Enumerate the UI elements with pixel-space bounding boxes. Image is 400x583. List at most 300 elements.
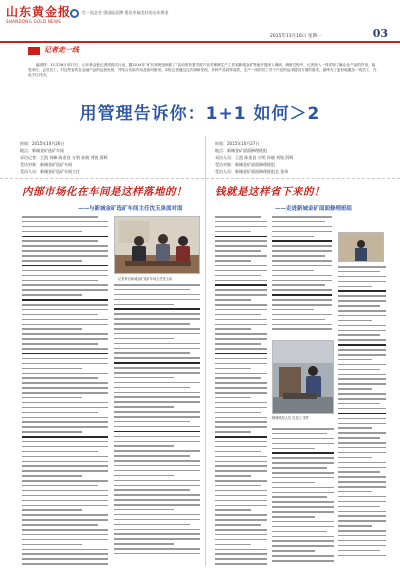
body-text-line [114, 382, 200, 384]
body-text-line [272, 299, 332, 301]
body-text-line [22, 363, 108, 365]
body-text-line [215, 465, 267, 467]
page-number: 03 [372, 27, 388, 40]
body-text-line [215, 333, 267, 335]
body-text-line [215, 426, 267, 428]
body-text-line [22, 382, 108, 384]
body-text-line [272, 319, 325, 321]
body-text-line [215, 304, 267, 306]
body-text-line [114, 480, 200, 482]
body-text-line [338, 457, 372, 459]
body-text-line [215, 402, 267, 404]
body-text-line [114, 289, 190, 291]
workshop-photo [272, 340, 334, 414]
body-text-line [215, 265, 267, 267]
body-text-line [338, 300, 386, 302]
body-text-line [215, 284, 267, 286]
body-text-line [22, 456, 108, 458]
body-text-line [114, 485, 200, 487]
body-text-line [215, 461, 267, 463]
body-text-line [338, 290, 386, 292]
body-text-line [114, 489, 190, 491]
body-text-line [22, 461, 108, 463]
body-text-line [338, 530, 386, 532]
body-text-line [215, 534, 267, 536]
body-text-line [338, 315, 386, 317]
body-text-line [272, 226, 332, 228]
body-text-line [338, 398, 386, 400]
body-text-line [272, 472, 334, 474]
body-text-line [215, 387, 267, 389]
body-text-line [338, 383, 386, 385]
body-text-line [215, 245, 267, 247]
workshop-photo-graphic [273, 341, 334, 414]
body-text-line [215, 436, 267, 438]
body-text-line [114, 455, 190, 457]
body-text-line [22, 402, 108, 404]
body-text-line [114, 328, 200, 330]
body-text-line [338, 481, 386, 483]
body-text-line [338, 525, 372, 527]
body-text-line [215, 280, 267, 282]
body-text-line [272, 328, 332, 330]
body-text-line [114, 377, 174, 379]
body-text-line [215, 240, 267, 242]
body-text-line [272, 452, 334, 454]
body-text-line [215, 216, 261, 218]
body-text-line [338, 369, 380, 371]
body-text-line [215, 549, 267, 551]
body-text-line [114, 538, 200, 540]
body-text-line [22, 338, 108, 340]
body-text-line [215, 392, 267, 394]
body-text-line [215, 294, 267, 296]
body-text-line [22, 245, 108, 247]
body-text-line [272, 492, 334, 494]
body-text-line [114, 426, 200, 428]
body-text-line [215, 236, 267, 238]
body-text-line [22, 314, 98, 316]
body-text-line [338, 266, 386, 268]
body-text-line [338, 378, 386, 380]
body-text-line [272, 496, 327, 498]
body-text-line [338, 295, 386, 297]
body-text-line [22, 304, 108, 306]
body-text-line [22, 470, 108, 472]
body-text-line [22, 534, 108, 536]
left-section-subtitle: ——与新城金矿选矿车间主任沈玉泉面对面 [78, 206, 183, 212]
body-text-line [215, 485, 261, 487]
right-article-column-b-lower [272, 428, 334, 566]
body-text-line [114, 308, 200, 310]
body-text-line [22, 412, 98, 414]
body-text-line [272, 448, 315, 450]
body-text-line [114, 548, 200, 550]
interview-info-left [20, 140, 200, 175]
body-text-line [22, 392, 108, 394]
body-text-line [215, 363, 267, 365]
newspaper-logo: 山东黄金报 [6, 5, 72, 19]
info-line: 采访记者：王凯 刘峰 陈金良 万明 孙晓 刘锐 薛辉 [20, 155, 108, 160]
body-text-line [114, 436, 200, 438]
body-text-line [114, 401, 200, 403]
body-text-line [215, 377, 261, 379]
body-text-line [215, 275, 261, 277]
body-text-line [338, 535, 386, 537]
body-text-line [272, 545, 334, 547]
body-text-line [338, 339, 386, 341]
body-text-line [272, 309, 314, 311]
body-text-line [215, 270, 267, 272]
body-text-line [22, 426, 108, 428]
body-text-line [272, 240, 332, 242]
body-text-line [272, 467, 327, 469]
info-line: 受访对象：新城金矿面面修理班组 [215, 162, 275, 167]
body-text-line [272, 516, 315, 518]
body-text-line [22, 553, 108, 555]
body-text-line [215, 505, 267, 507]
masthead [0, 0, 400, 38]
body-text-line [338, 286, 372, 288]
body-text-line [215, 509, 251, 511]
body-text-line [22, 373, 108, 375]
body-text-line [338, 506, 380, 508]
body-text-line [338, 359, 372, 361]
body-text-line [215, 324, 267, 326]
body-text-line [22, 275, 108, 277]
body-text-line [22, 475, 82, 477]
body-text-line [272, 231, 332, 233]
body-text-line [338, 403, 380, 405]
body-text-line [338, 330, 386, 332]
body-text-line [215, 338, 267, 340]
info-line: 采访人员：王凯 陈金良 万明 孙晓 刘锐 薛辉 [215, 155, 294, 160]
body-text-line [338, 423, 386, 425]
body-text-line [338, 364, 386, 366]
body-text-line [338, 476, 386, 478]
info-line: 地点：新城金矿选矿车间 [20, 148, 64, 153]
body-text-line [22, 289, 108, 291]
body-text-line [22, 260, 82, 262]
body-text-line [215, 544, 251, 546]
body-text-line [215, 431, 251, 433]
body-text-line [215, 490, 267, 492]
tagline: 打一流企业 创国际品牌 建设幸福美好的山东黄金 [82, 10, 169, 15]
body-text-line [22, 485, 98, 487]
body-text-line [272, 511, 334, 513]
body-text-line [114, 543, 174, 545]
body-text-line [215, 348, 267, 350]
body-text-line [114, 494, 200, 496]
body-text-line [338, 388, 372, 390]
body-text-line [114, 338, 174, 340]
left-article-column-a [22, 216, 108, 566]
left-article-column-b [114, 284, 200, 566]
body-text-line [215, 475, 251, 477]
column-label: 记者走一线 [44, 45, 79, 54]
side-photo-graphic [339, 233, 384, 262]
body-text-line [338, 276, 386, 278]
interview-info-right [215, 140, 395, 175]
body-text-line [22, 240, 98, 242]
body-text-line [338, 545, 386, 547]
body-text-line [22, 446, 108, 448]
body-text-line [338, 447, 386, 449]
body-text-line [338, 325, 386, 327]
body-text-line [272, 555, 334, 557]
body-text-line [22, 270, 108, 272]
body-text-line [215, 250, 261, 252]
body-text-line [272, 462, 334, 464]
body-text-line [272, 255, 325, 257]
body-text-line [215, 373, 267, 375]
right-article-column-b-upper [272, 216, 332, 336]
body-text-line [272, 260, 332, 262]
body-text-line [215, 417, 267, 419]
info-line: 时间：2015年10月27日 [215, 141, 260, 146]
body-text-line [338, 334, 380, 336]
body-text-line [114, 509, 174, 511]
body-text-line [272, 294, 332, 296]
body-text-line [114, 352, 190, 354]
column-badge-icon [28, 47, 40, 55]
body-text-line [22, 529, 108, 531]
body-text-line [22, 441, 108, 443]
body-text-line [272, 304, 332, 306]
body-text-line [22, 490, 108, 492]
body-text-line [22, 500, 108, 502]
body-text-line [114, 499, 200, 501]
body-text-line [22, 328, 82, 330]
body-text-line [22, 280, 98, 282]
body-text-line [114, 524, 190, 526]
body-text-line [114, 450, 200, 452]
right-section-subtitle: ——走进新城金矿面面修理班组 [275, 206, 353, 212]
body-text-line [272, 433, 327, 435]
body-text-line [215, 289, 267, 291]
body-text-line [22, 255, 108, 257]
body-text-line [215, 397, 251, 399]
body-text-line [22, 417, 108, 419]
body-text-line [338, 520, 386, 522]
body-text-line [272, 501, 334, 503]
body-text-line [215, 514, 267, 516]
body-text-line [22, 231, 82, 233]
body-text-line [338, 496, 386, 498]
info-line: 时间：2015年10月26日 [20, 141, 65, 146]
body-text-line [114, 519, 200, 521]
body-text-line [215, 221, 267, 223]
body-text-line [114, 514, 200, 516]
body-text-line [114, 406, 174, 408]
body-text-line [22, 236, 108, 238]
body-text-line [114, 504, 200, 506]
body-text-line [215, 407, 267, 409]
body-text-line [114, 533, 200, 535]
brand-ring-icon [70, 9, 79, 18]
body-text-line [114, 445, 174, 447]
editor-note: 编者按：11月26日至27日，山东黄金报记者团再次行动，随2014年“矿长到班组调度了”活动的有着手推产品对保障生产工作到新城金矿等地开展深入调研，调研过程中，记者深入一线详细了解企业产品的作用，接受采访，会员员工。对这些宣传在金融产品的运营优势，并结合实际介绍及如何使用。本报记者通过这次调研发现，多种产品同样高效，生产一线的员工对于产品的运用情况方面的需求，最终为了更好地服务一线员工，在此予以刊出。 [28, 63, 377, 78]
body-text-line [114, 294, 200, 296]
body-text-line [215, 319, 267, 321]
body-text-line [22, 480, 108, 482]
body-text-line [114, 465, 200, 467]
body-text-line [22, 407, 108, 409]
body-text-line [272, 560, 334, 562]
body-text-line [114, 372, 200, 374]
body-text-line [215, 343, 261, 345]
body-text-line [338, 437, 380, 439]
body-text-line [338, 413, 386, 415]
newspaper-logo-subtitle: SHANDONG GOLD NEWS [6, 19, 62, 24]
body-text-line [338, 491, 372, 493]
body-text-line [22, 451, 98, 453]
body-text-line [22, 397, 82, 399]
right-section-title: 钱就是这样省下来的！ [215, 186, 325, 198]
body-text-line [338, 374, 386, 376]
body-text-line [338, 471, 380, 473]
body-text-line [338, 418, 386, 420]
body-text-line [114, 304, 174, 306]
body-text-line [22, 514, 108, 516]
body-text-line [22, 495, 108, 497]
interview-photo-graphic [115, 217, 200, 274]
body-text-line [22, 309, 108, 311]
body-text-line [22, 226, 108, 228]
body-text-line [22, 250, 108, 252]
body-text-line [215, 226, 267, 228]
body-text-line [22, 221, 108, 223]
body-text-line [272, 482, 315, 484]
body-text-line [215, 299, 251, 301]
body-text-line [114, 348, 200, 350]
body-text-line [338, 310, 386, 312]
body-text-line [114, 416, 200, 418]
body-text-line [272, 284, 325, 286]
interview-photo [114, 216, 200, 274]
info-line: 地点：新城金矿面面修理班组 [215, 148, 267, 153]
body-text-line [338, 555, 386, 557]
body-text-line [22, 299, 108, 301]
body-text-line [338, 486, 386, 488]
body-text-line [114, 367, 200, 369]
body-text-line [272, 216, 332, 218]
body-text-line [114, 470, 200, 472]
body-text-line [114, 460, 200, 462]
body-text-line [22, 343, 98, 345]
body-text-line [272, 506, 334, 508]
body-text-line [22, 558, 108, 560]
body-text-line [22, 265, 108, 267]
body-text-line [22, 348, 108, 350]
body-text-line [215, 539, 267, 541]
body-text-line [338, 550, 380, 552]
body-text-line [215, 358, 267, 360]
body-text-line [22, 563, 108, 565]
body-text-line [215, 260, 251, 262]
body-text-line [114, 421, 190, 423]
body-text-line [215, 456, 267, 458]
body-text-line [338, 354, 386, 356]
left-photo-caption: 记者采访新城金矿选矿车间主任沈玉泉 [118, 277, 173, 281]
body-text-line [22, 549, 108, 551]
info-line: 受访人员：新城金矿选矿车间主任 [20, 169, 80, 174]
body-text-line [22, 509, 82, 511]
body-text-line [22, 284, 108, 286]
body-text-line [215, 368, 251, 370]
body-text-line [114, 362, 200, 364]
body-text-line [272, 236, 314, 238]
main-headline: 用管理告诉你：1+1 如何＞2 [79, 104, 321, 124]
body-text-line [272, 526, 334, 528]
body-text-line [338, 515, 386, 517]
body-text-line [22, 377, 98, 379]
issue-date: 2015年11月16日 星期一 [270, 34, 322, 39]
body-text-line [114, 323, 190, 325]
body-text-line [338, 393, 386, 395]
body-text-line [114, 431, 200, 433]
body-text-line [215, 446, 267, 448]
body-text-line [22, 358, 108, 360]
body-text-line [272, 314, 332, 316]
body-text-line [215, 382, 267, 384]
body-text-line [114, 392, 200, 394]
body-text-line [272, 443, 334, 445]
body-text-line [272, 438, 334, 440]
body-text-line [338, 271, 380, 273]
right-article-column-a [215, 216, 267, 566]
body-text-line [22, 436, 108, 438]
left-section-title: 内部市场化在车间是这样落地的！ [22, 186, 187, 198]
body-text-line [272, 477, 334, 479]
body-text-line [22, 544, 82, 546]
body-text-line [215, 495, 267, 497]
body-text-line [215, 314, 261, 316]
masthead-divider [0, 41, 400, 43]
right-photo-caption: 修理班组人员 在加工 零件 [272, 416, 310, 420]
body-text-line [22, 319, 108, 321]
body-text-line [114, 387, 190, 389]
body-text-line [22, 216, 98, 218]
body-text-line [338, 427, 372, 429]
body-text-line [215, 412, 261, 414]
body-text-line [338, 511, 386, 513]
body-text-line [114, 313, 200, 315]
body-text-line [338, 540, 386, 542]
body-text-line [338, 281, 386, 283]
body-text-line [338, 442, 386, 444]
body-text-line [215, 231, 251, 233]
body-text-line [22, 353, 108, 355]
body-text-line [338, 320, 372, 322]
body-text-line [272, 457, 334, 459]
body-text-line [215, 529, 267, 531]
body-text-line [215, 480, 267, 482]
body-text-line [338, 349, 386, 351]
body-text-line [22, 519, 108, 521]
body-text-line [114, 396, 200, 398]
body-text-line [114, 475, 174, 477]
info-line: 受访对象：新城金矿选矿车间 [20, 162, 72, 167]
body-text-line [338, 467, 386, 469]
body-text-line [22, 387, 108, 389]
body-text-line [272, 250, 332, 252]
body-text-line [215, 421, 267, 423]
body-text-line [114, 529, 200, 531]
body-text-line [272, 289, 332, 291]
body-text-line [215, 563, 267, 565]
body-text-line [272, 540, 334, 542]
